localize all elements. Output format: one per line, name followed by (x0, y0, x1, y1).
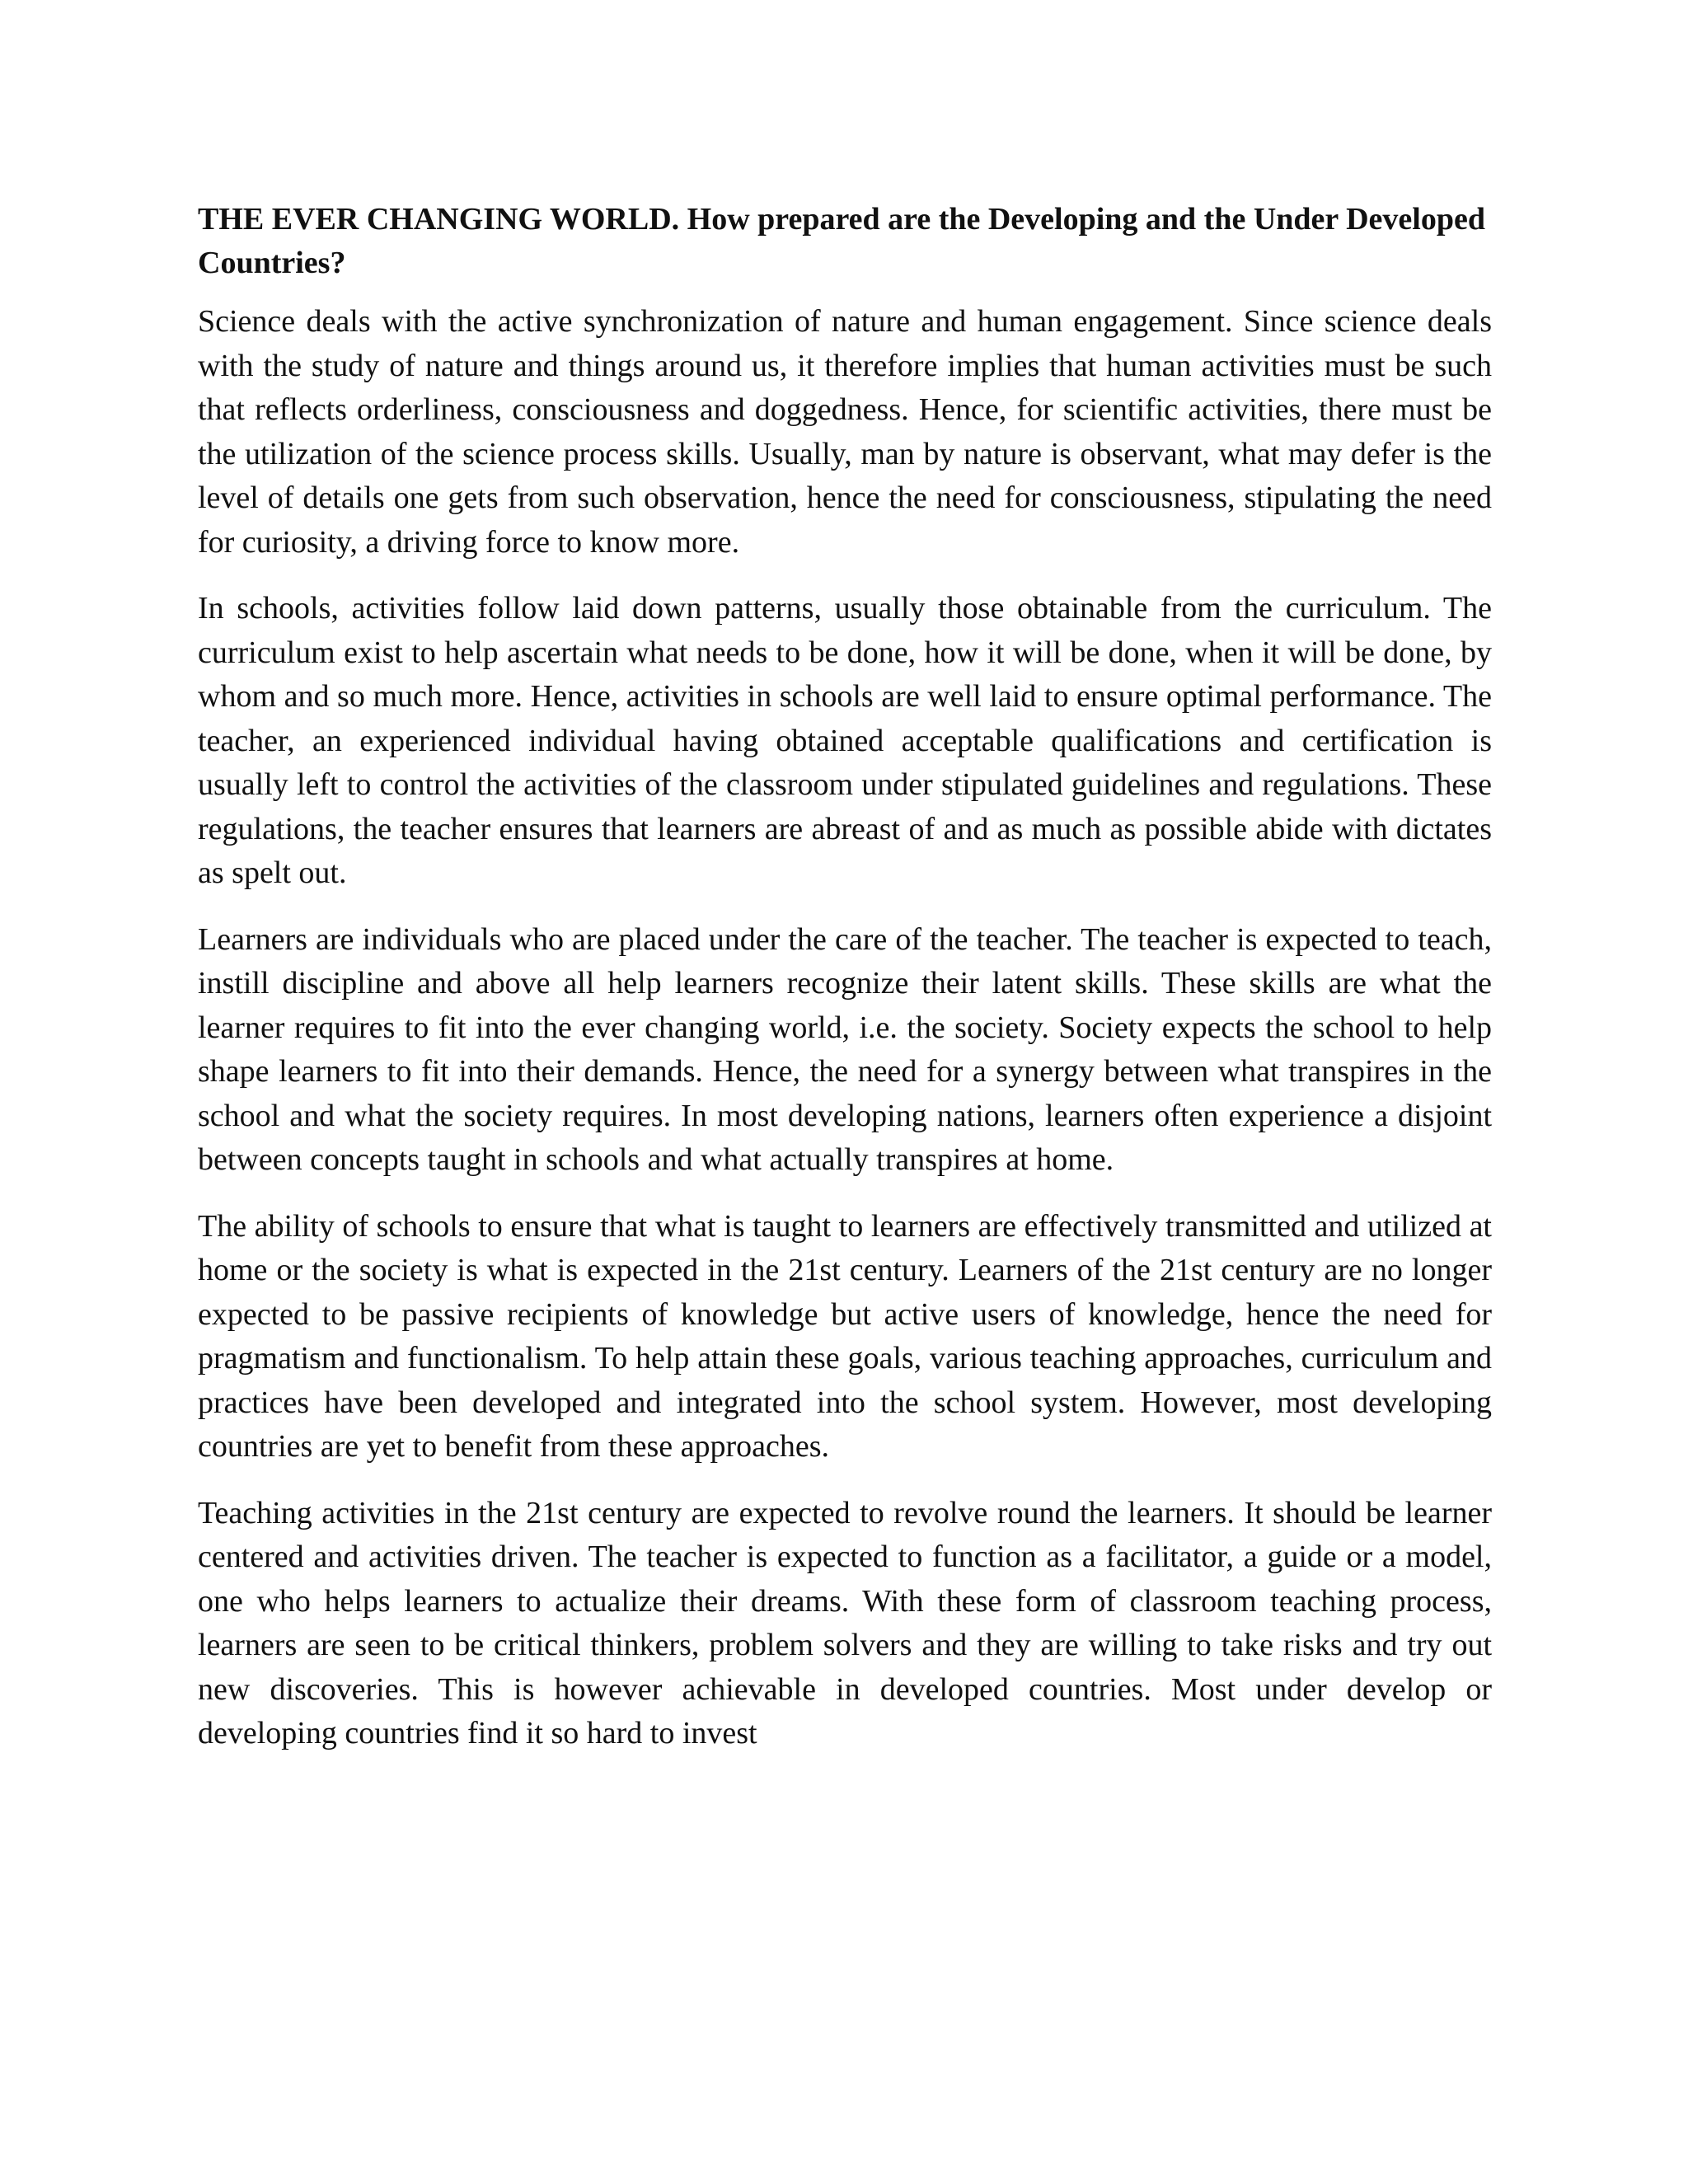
paragraph-4: The ability of schools to ensure that what is taught to learners are effectively transmitted and utilized at home or the society is what is expected in the 21st century. Learners of the 21st century are no longer expected to be passive recipients of knowledge but active users of knowledge, hence the need for pragmatism and functionalism. To help attain these goals, various teaching approaches, curriculum and practices have been developed and integrated into the school system. However, most developing countries are yet to benefit from these approaches. (198, 1208, 1492, 1464)
paragraph-5: Teaching activities in the 21st century are expected to revolve round the learners. It should be learner centered and activities driven. The teacher is expected to function as a facilitator, a guide or a model, one who helps learners to actualize their dreams. With these form of classroom teaching process, learners are seen to be critical thinkers, problem solvers and they are willing to take risks and try out new discoveries. This is however achievable in developed countries. Most under develop or developing countries find it so hard to invest (198, 1495, 1492, 1750)
document-title: THE EVER CHANGING WORLD. How prepared are the Developing and the Under Developed Countries? (198, 202, 1485, 280)
document-body (198, 198, 1492, 1779)
paragraph-2: In schools, activities follow laid down patterns, usually those obtainable from the curriculum. The curriculum exist to help ascertain what needs to be done, how it will be done, when it will be done, by whom and so much more. Hence, activities in schools are well laid to ensure optimal performance. The teacher, an experienced individual having obtained acceptable qualifications and certification is usually left to control the activities of the classroom under stipulated guidelines and regulations. These regulations, the teacher ensures that learners are abreast of and as much as possible abide with dictates as spelt out. (198, 591, 1492, 890)
paragraph-1: Science deals with the active synchronization of nature and human engagement. Since science deals with the study of nature and things around us, it therefore implies that human activities must be such that reflects orderliness, consciousness and doggedness. Hence, for scientific activities, there must be the utilization of the science process skills. Usually, man by nature is observant, what may defer is the level of details one gets from such observation, hence the need for consciousness, stipulating the need for curiosity, a driving force to know more. (198, 304, 1492, 560)
paragraph-3: Learners are individuals who are placed under the care of the teacher. The teacher is expected to teach, instill discipline and above all help learners recognize their latent skills. These skills are what the learner requires to fit into the ever changing world, i.e. the society. Society expects the school to help shape learners to fit into their demands. Hence, the need for a synergy between what transpires in the school and what the society requires. In most developing nations, learners often experience a disjoint between concepts taught in schools and what actually transpires at home. (198, 921, 1492, 1177)
